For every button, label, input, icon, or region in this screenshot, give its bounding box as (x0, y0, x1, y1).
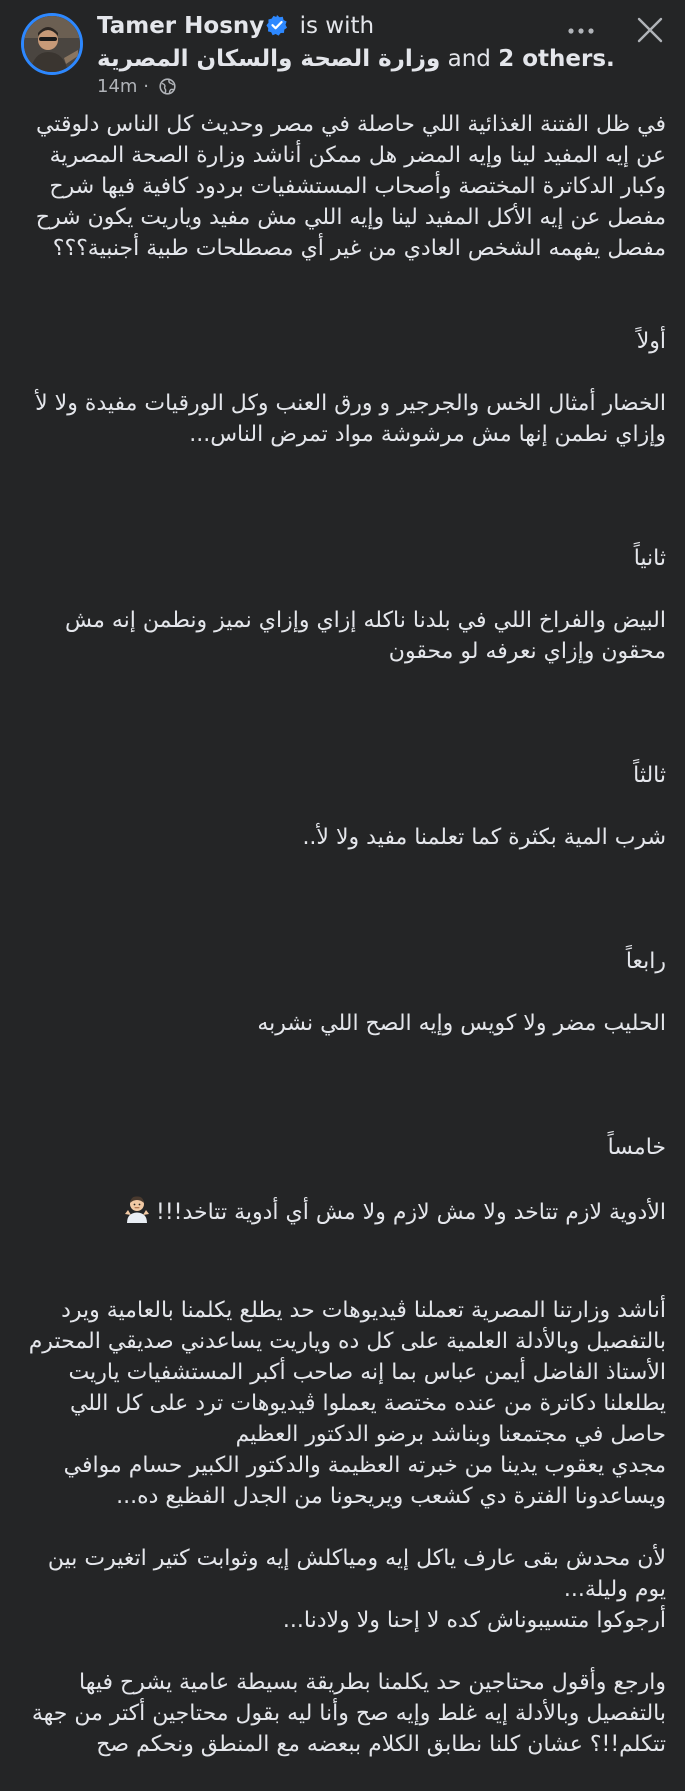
section-1 (22, 295, 666, 481)
globe-icon (159, 78, 176, 101)
avatar-image (24, 16, 80, 72)
tagged-page-name[interactable]: وزارة الصحة والسكان المصرية (97, 46, 441, 72)
post-time[interactable]: 14m (97, 76, 138, 97)
section-3 (22, 729, 666, 884)
section-5-body: الأدوية لازم تتاخد ولا مش لازم ولا مش أي أدوية تتاخد!!! (156, 1200, 666, 1225)
section-5 (22, 1101, 666, 1264)
section-2 (22, 512, 666, 698)
section-3-body: شرب المية بكثرة كما تعلمنا مفيد ولا لأ.. (302, 825, 666, 850)
others-link[interactable]: 2 others. (498, 46, 615, 72)
and-label: and (447, 46, 491, 72)
post-body (22, 109, 666, 1791)
with-label: is with (299, 13, 375, 39)
post-final: وارجع وأقول محتاجين حد يكلمنا بطريقة بسيطة عامية يشرح فيها بالتفصيل وبالأدلة إيه غلط وإيه صح وأنا ليه بقول محتاجين أكتر من جهة تتكلم!!؟ عشان كلنا نطابق الكلام ببعضه مع المنطق ونحكم صح (31, 1670, 666, 1757)
close-icon[interactable] (636, 16, 664, 44)
person-shrugging-icon (122, 1194, 152, 1233)
post-intro: في ظل الفتنة الغذائية اللي حاصلة في مصر وحديث كل الناس دلوقتي عن إيه المفيد لينا وإيه المضر هل ممكن أناشد وزارة الصحة المصرية وكبار الدكاترة المختصة وأصحاب المستشفيات بردود كافية فيها شرح مفصل عن إيه الأكل المفيد لينا وإيه اللي مش مفيد وياريت يكون شرح مفصل يفهمه الشخص العادي من غير أي مصطلحات طبية أجنبية؟؟؟ (35, 112, 666, 261)
section-1-heading: أولاً (636, 329, 666, 354)
section-3-heading: ثالثاً (633, 763, 666, 788)
section-4-heading: رابعاً (625, 949, 666, 974)
author-avatar[interactable] (21, 13, 83, 75)
section-2-heading: ثانياً (633, 546, 666, 571)
post-closing: لأن محدش بقى عارف ياكل إيه ومياكلش إيه وثوابت كتير اتغيرت بين يوم وليلة... أرجوكوا متسيبوناش كده لا إحنا ولا ولادنا... (47, 1546, 666, 1633)
header-title-line-2 (97, 43, 615, 75)
section-1-body: الخضار أمثال الخس والجرجير و ورق العنب وكل الورقيات مفيدة ولا لأ وإزاي نطمن إنها مش مرشوشة مواد تمرض الناس... (35, 391, 666, 447)
post-appeal: أناشد وزارتنا المصرية تعملنا ڤيديوهات حد يطلع يكلمنا بالعامية ويرد بالتفصيل وبالأدلة العلمية على كل ده وياريت يساعدني صديقي المحترم الأستاذ الفاضل أيمن عباس بما إنه صاحب أكبر المستشفيات ياريت يطلعلنا دكاترة من عنده مختصة يعملوا ڤيديوهات ترد على كل اللي حاصل في مجتمعنا وبناشد برضو الدكتور العظيم مجدي يعقوب يدينا من خبرته العظيمة والدكتور الكبير حسام موافي ويساعدونا الفترة دي كشعب ويريحونا من الجدل الفظيع ده... (28, 1298, 666, 1509)
section-5-heading: خامساً (607, 1135, 666, 1160)
section-5-body-line (22, 1194, 666, 1233)
section-4 (22, 915, 666, 1070)
verified-badge-icon (266, 13, 288, 45)
meta-separator: · (143, 76, 149, 97)
author-name[interactable]: Tamer Hosny (97, 13, 265, 39)
section-2-body: البيض والفراخ اللي في بلدنا ناكله إزاي وإزاي نميز ونطمن إنه مش محقون وإزاي نعرفه لو محقون (65, 608, 666, 664)
more-horizontal-icon[interactable] (565, 19, 597, 43)
post-meta (97, 76, 176, 101)
header-title-line-1 (97, 10, 537, 45)
post-header (0, 0, 685, 100)
section-4-body: الحليب مضر ولا كويس وإيه الصح اللي نشربه (257, 1011, 666, 1036)
